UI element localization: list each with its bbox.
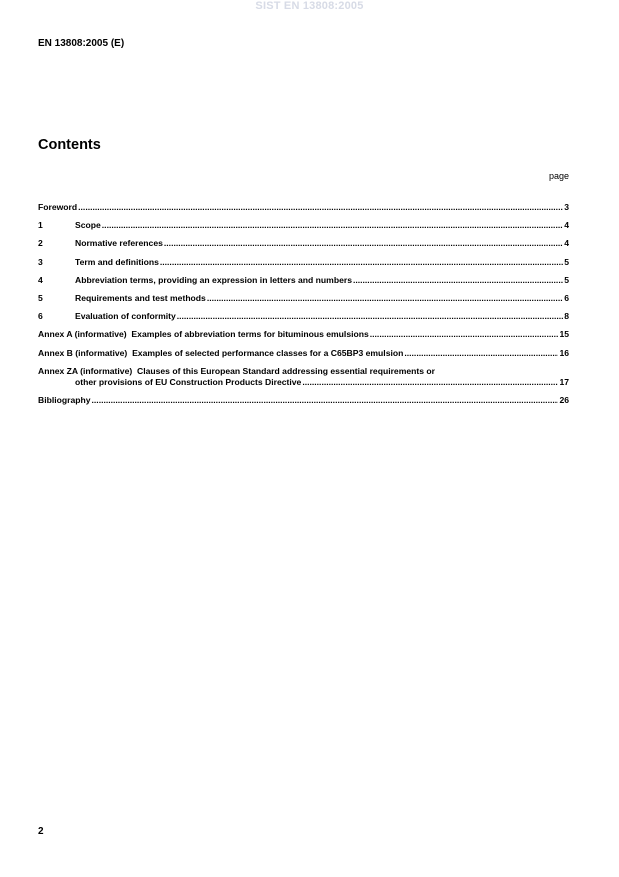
toc-entry-title-continued: other provisions of EU Construction Products Directive <box>75 376 302 387</box>
toc-entry-scope[interactable] <box>38 220 569 231</box>
page-number: 2 <box>38 826 44 837</box>
toc-entry-title: Abbreviation terms, providing an expression in letters and numbers <box>75 274 352 285</box>
toc-entry-term-definitions[interactable] <box>38 257 569 268</box>
dot-leader <box>370 329 559 340</box>
toc-entry-requirements[interactable] <box>38 293 569 304</box>
toc-entry-page: 26 <box>559 394 569 405</box>
toc-entry-annex-b[interactable] <box>38 348 569 359</box>
toc-entry-page: 16 <box>559 347 569 358</box>
toc-entry-page: 17 <box>559 376 569 387</box>
toc-entry-title: Scope <box>75 220 101 231</box>
toc-entry-title: Normative references <box>75 238 163 249</box>
dot-leader <box>78 202 563 213</box>
dot-leader <box>102 220 563 231</box>
toc-entry-number: 5 <box>38 292 43 303</box>
toc-entry-page: 4 <box>564 220 569 231</box>
contents-heading: Contents <box>38 137 101 153</box>
dot-leader <box>164 238 563 249</box>
toc-entry-bibliography[interactable] <box>38 395 569 406</box>
dot-leader <box>92 395 559 406</box>
toc-entry-abbreviation-terms[interactable] <box>38 275 569 286</box>
toc-entry-page: 8 <box>564 311 569 322</box>
dot-leader <box>404 348 558 359</box>
dot-leader <box>177 311 563 322</box>
toc-entry-title: Evaluation of conformity <box>75 311 176 322</box>
toc-entry-page: 15 <box>559 329 569 340</box>
toc-entry-page: 5 <box>564 274 569 285</box>
toc-entry-title: Term and definitions <box>75 256 159 267</box>
toc-entry-title: Bibliography <box>38 394 91 405</box>
dot-leader <box>302 377 558 388</box>
toc-entry-title: Requirements and test methods <box>75 292 206 303</box>
document-id: EN 13808:2005 (E) <box>38 38 125 49</box>
toc-entry-page: 6 <box>564 292 569 303</box>
toc-entry-title: Foreword <box>38 202 78 212</box>
toc-entry-evaluation-conformity[interactable] <box>38 311 569 322</box>
toc-entry-page: 5 <box>564 256 569 267</box>
toc-entry-annex-a[interactable] <box>38 329 569 340</box>
page-column-label: page <box>548 171 569 181</box>
toc-entry-title: Annex ZA (informative) Clauses of this European Standard addressing essential requirements or <box>38 365 435 376</box>
toc-entry-normative-references[interactable] <box>38 238 569 249</box>
toc-entry-number: 6 <box>38 311 43 322</box>
watermark: SIST EN 13808:2005 <box>255 0 364 12</box>
toc-entry-number: 4 <box>38 274 43 285</box>
toc-entry-page: 3 <box>564 202 569 212</box>
toc-entry-title: Annex A (informative) Examples of abbreviation terms for bituminous emulsions <box>38 329 369 340</box>
dot-leader <box>160 257 563 268</box>
toc-entry-number: 1 <box>38 220 43 231</box>
toc-entry-title: Annex B (informative) Examples of selected performance classes for a C65BP3 emulsion <box>38 347 404 358</box>
dot-leader <box>353 275 563 286</box>
toc-entry-foreword[interactable] <box>38 202 569 213</box>
table-of-contents <box>38 202 569 413</box>
toc-entry-number: 2 <box>38 238 43 249</box>
toc-entry-page: 4 <box>564 238 569 249</box>
toc-entry-number: 3 <box>38 256 43 267</box>
dot-leader <box>207 293 563 304</box>
toc-entry-annex-za[interactable] <box>38 366 569 388</box>
